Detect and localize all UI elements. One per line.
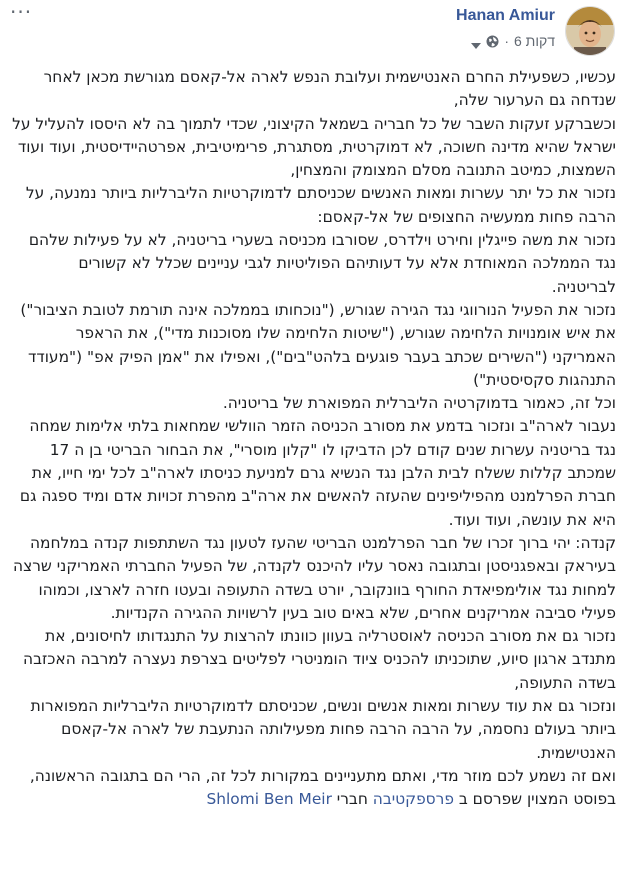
globe-icon[interactable] xyxy=(486,35,499,48)
friend-tag-link[interactable]: Shlomi Ben Meir xyxy=(206,790,332,809)
more-options-button[interactable]: ··· xyxy=(10,0,33,24)
post-paragraph: נזכור את משה פייגלין וחירט וילדרס, שסורבו מכניסה בשערי בריטניה, לא על פעילות שלהם נגד הממלכה המאוחדת אלא על דעותיהם הפוליטיות לגבי עניינים שכלל לא קשורים לבריטניה. xyxy=(28,231,616,296)
post-paragraph: עכשיו, כשפעילת החרם האנטישמית ועלובת הנפש לארה אל-קאסם מגורשת מכאן לאחר שנדחה גם הערעור שלה, xyxy=(43,68,616,110)
post-paragraph: וכשברקע זעקות השבר של כל חבריה בשמאל הקיצוני, שכדי לתמוך בה לא היססו להעליל על ישראל שהיא מדינה חשוכה, לא דמוקרטית, מסתגרת, פרימיטיבית, אפרטהיידיסטית, ועוד ועוד השמצות, כמיטב התנובה מסלם המצומק והמצחין, xyxy=(12,114,616,180)
avatar[interactable] xyxy=(565,6,615,56)
post-paragraph: נעבור לארה"ב ונזכור בדמע את מסורב הכניסה הזמר הוולשי שמחאות בלתי אלימות שמחה נגד בריטניה עשרות שנים קודם לכן הדביקו לו "קלון מוסרי", את הבחור הבריטי בן ה 17 שמכתב קללות ששלח לבית הלבן נגד הנשיא גרם למניעת כניסתו לארה"ב לכל ימי חייו, את חברת הפרלמנט מהפיליפינים שהעזה להאשים את ארה"ב מהפרת זכויות אדם ומיד ספגה גם היא את עונשה, ועוד ועוד. xyxy=(19,417,616,529)
post-body xyxy=(12,66,616,812)
post-meta xyxy=(471,33,555,49)
post-paragraph: קנדה: יהי ברוך זכרו של חבר הפרלמנט הבריטי שהעז לטעון נגד השתתפות קנדה במלחמה בעיראק ובאפגניסטן ובתגובה נאסר עליו להיכנס לקנדה, של הפעיל החברתי האמריקני שרצה למחות נגד אולימפיאדת החורף בוונקובר, יורט בשדה התעופה ובעטו חזרה לארצו, וכמוהו פעילי סביבה אמריקנים אחרים, שלא באים טוב בעין לרשויות ההגירה הקנדיות. xyxy=(13,533,616,622)
post-text: ואם זה נשמע לכם מוזר מדי, ואתם מתעניינים במקורות לכל זה, הרי הם בתגובה הראשונה, בפוסט המצוין שפרסם ב xyxy=(29,766,616,809)
post-time-link[interactable]: 6 דקות xyxy=(513,33,555,49)
separator-dot: · xyxy=(504,33,509,49)
post-header xyxy=(0,0,625,64)
post-paragraph: נזכור את הפעיל הנורווגי נגד הגירה שגורש, ("נוכחותו בממלכה אינה תורמת לטובת הציבור") את איש אומנויות הלחימה שגורש, ("שיטות הלחימה שלו מסוכנות מדי"), את הראפר האמריקני ("השירים שכתב בעבר פוגעים בלהט"בים"), ואפילו את "אמן הפיק אפ" ("מעודד התנהגות סקסיסטית") xyxy=(20,300,616,389)
post-paragraph: נזכור גם את מסורב הכניסה לאוסטרליה בעוון כוונתו להרצות על התנגדותו לחיסונים, את מתנדב ארגון סיוע, שתוכניתו להכניס ציוד הומניטרי לפליטים בצרפת נעצרה למרבה האכזבה בשדה התעופה, xyxy=(23,627,616,692)
post-paragraph-last xyxy=(12,765,616,812)
perspective-link[interactable]: פרספקטיבה xyxy=(372,790,454,809)
post-paragraph: ונזכור גם את עוד עשרות ומאות אנשים ונשים, שכניסתם לדמוקרטיות הליברליות המפוארות ביותר בעולם נחסמה, על הרבה הרבה פחות מפעילותה הנתעבת של לארה אל-קאסם האנטישמית. xyxy=(30,697,616,762)
author-name-link[interactable]: Hanan Amiur xyxy=(456,7,555,24)
post-paragraph: וכל זה, כאמור בדמוקרטיה הליברלית המפוארת של בריטניה. xyxy=(222,394,616,413)
friend-label: חברי xyxy=(331,790,373,809)
post-paragraph: נזכור את כל יתר עשרות ומאות האנשים שכניסתם לדמוקרטיות הליברליות ביותר נמנעה, על הרבה פחות ממעשיה החצופים של אל-קאסם: xyxy=(25,184,616,226)
caret-down-icon[interactable] xyxy=(471,37,481,45)
